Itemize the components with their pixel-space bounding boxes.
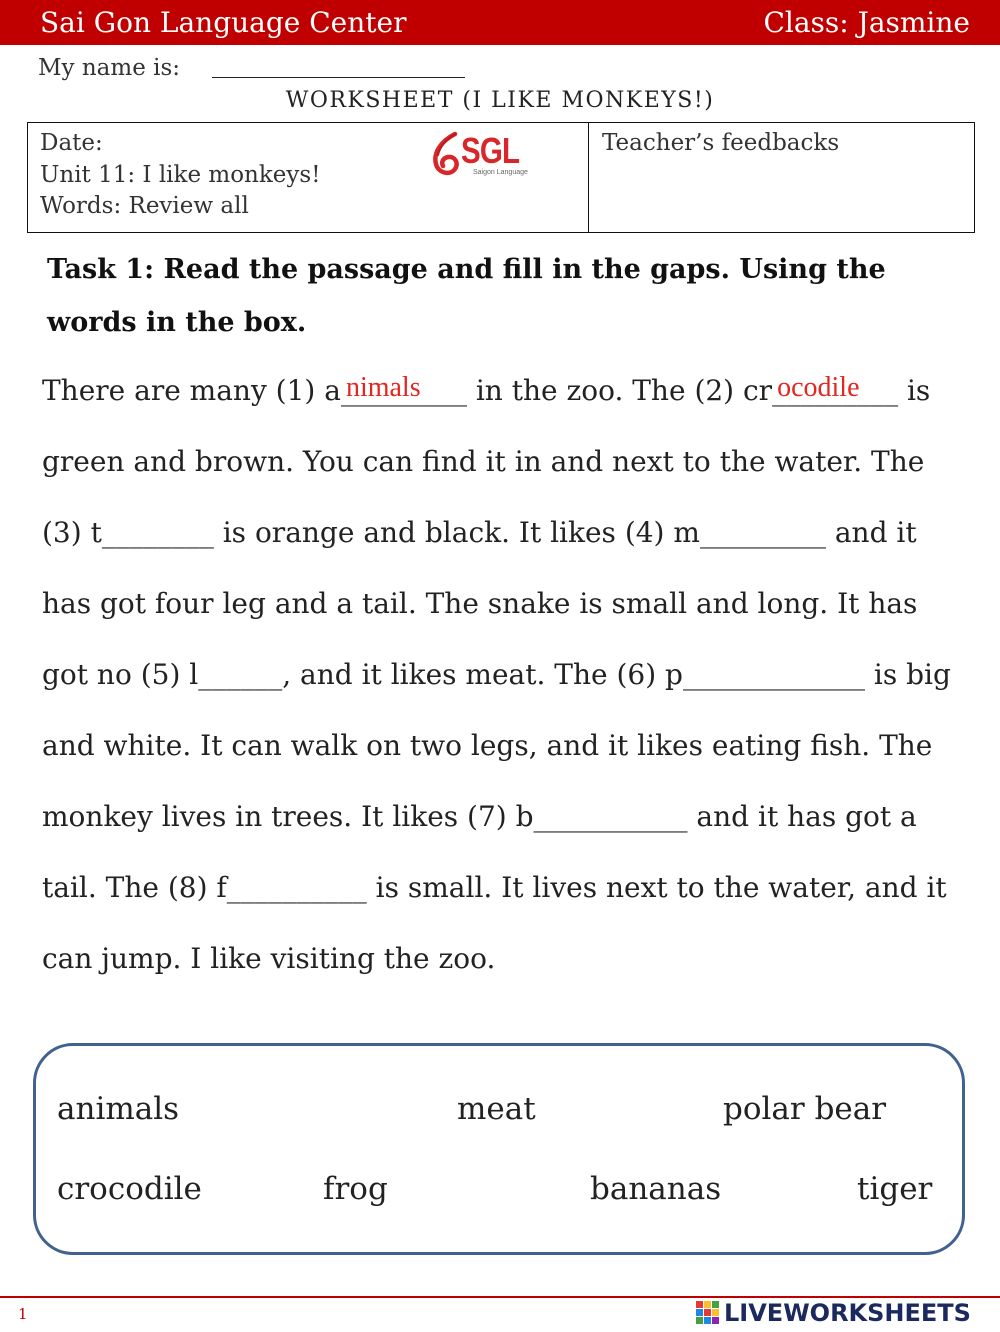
passage-text: tail. The (8) f (42, 871, 227, 904)
word-bank-item: crocodile (57, 1171, 202, 1207)
blank-3[interactable] (102, 497, 214, 568)
answer-input-4[interactable] (705, 510, 826, 550)
passage-text: got no (5) l (42, 658, 199, 691)
passage-text: , and it likes meat. The (6) p (282, 658, 683, 691)
blank-1[interactable] (341, 355, 467, 426)
word-bank-item: frog (323, 1171, 388, 1207)
answer-input-8[interactable] (232, 865, 367, 905)
answer-input-2[interactable] (777, 368, 898, 408)
passage-text: has got four leg and a tail. The snake is small and long. It has (42, 587, 918, 620)
sgl-logo-mark: SGL (461, 130, 520, 171)
worksheet-title: WORKSHEET (I LIKE MONKEYS!) (285, 88, 715, 113)
passage (42, 355, 984, 994)
passage-text: There are many (1) a (42, 374, 341, 407)
name-underline (212, 77, 465, 78)
words-label: Words: Review all (40, 193, 249, 219)
passage-text: green and brown. You can find it in and next to the water. The (42, 445, 925, 478)
passage-line (42, 497, 984, 568)
word-box (33, 1043, 965, 1255)
page-number: 1 (18, 1305, 28, 1323)
blank-5[interactable] (198, 639, 282, 710)
passage-text: is big (864, 658, 951, 691)
word-bank-item: meat (457, 1091, 536, 1127)
passage-text: (3) t (42, 516, 102, 549)
date-label: Date: (40, 130, 103, 156)
passage-line (42, 568, 984, 639)
blank-8[interactable] (227, 852, 367, 923)
info-cell-right (589, 123, 974, 232)
info-cell-left (28, 123, 589, 232)
passage-text: in the zoo. The (2) cr (466, 374, 773, 407)
answer-input-7[interactable] (539, 794, 688, 834)
word-bank-item: animals (57, 1091, 180, 1127)
passage-line (42, 639, 984, 710)
sgl-swirl-icon (431, 131, 463, 179)
sgl-logo-tagline: Saigon Language (473, 169, 528, 176)
center-name: Sai Gon Language Center (40, 6, 407, 39)
teacher-feedback-label: Teacher’s feedbacks (602, 130, 840, 156)
passage-line (42, 852, 984, 923)
unit-label: Unit 11: I like monkeys! (40, 161, 321, 188)
word-bank-item: polar bear (723, 1091, 887, 1127)
passage-text: and it has got a (687, 800, 917, 833)
passage-line (42, 710, 984, 781)
liveworksheets-wordmark: LIVEWORKSHEETS (724, 1299, 971, 1327)
blank-2[interactable] (772, 355, 898, 426)
sgl-logo (431, 131, 541, 183)
blank-7[interactable] (534, 781, 688, 852)
blank-underline: ______ (198, 658, 283, 691)
blank-underline: __________ (226, 871, 367, 904)
passage-text: is (898, 374, 931, 407)
blank-underline: _________ (699, 516, 826, 549)
word-bank-item: bananas (590, 1171, 722, 1207)
passage-line (42, 781, 984, 852)
blank-underline: ________ (101, 516, 214, 549)
passage-text: monkey lives in trees. It likes (7) b (42, 800, 534, 833)
name-label: My name is: (38, 55, 181, 81)
answer-input-3[interactable] (107, 510, 214, 550)
blank-underline: _________ (340, 374, 467, 407)
task-1-instruction: Task 1: Read the passage and fill in the gaps. Using the words in the box. (47, 254, 886, 338)
answer-input-6[interactable] (688, 652, 865, 692)
blank-underline: _________ (772, 374, 899, 407)
passage-line (42, 923, 984, 994)
blank-4[interactable] (700, 497, 826, 568)
footer-divider (0, 1296, 1000, 1298)
blank-underline: ___________ (533, 800, 688, 833)
answer-input-1[interactable] (346, 368, 467, 408)
blank-underline: _____________ (682, 658, 865, 691)
answer-input-5[interactable] (203, 652, 282, 692)
liveworksheets-logo[interactable] (696, 1299, 971, 1327)
passage-text: is orange and black. It likes (4) m (213, 516, 700, 549)
passage-text: and it (825, 516, 917, 549)
passage-text: and white. It can walk on two legs, and it likes eating fish. The (42, 729, 933, 762)
info-table (27, 122, 975, 233)
header-bar (0, 0, 1000, 45)
passage-text: can jump. I like visiting the zoo. (42, 942, 496, 975)
word-bank-item: tiger (857, 1171, 933, 1207)
passage-line (42, 426, 984, 497)
liveworksheets-logo-icon (696, 1301, 720, 1325)
blank-6[interactable] (683, 639, 865, 710)
class-label: Class: Jasmine (763, 6, 970, 39)
passage-text: is small. It lives next to the water, and it (366, 871, 947, 904)
passage-line (42, 355, 984, 426)
